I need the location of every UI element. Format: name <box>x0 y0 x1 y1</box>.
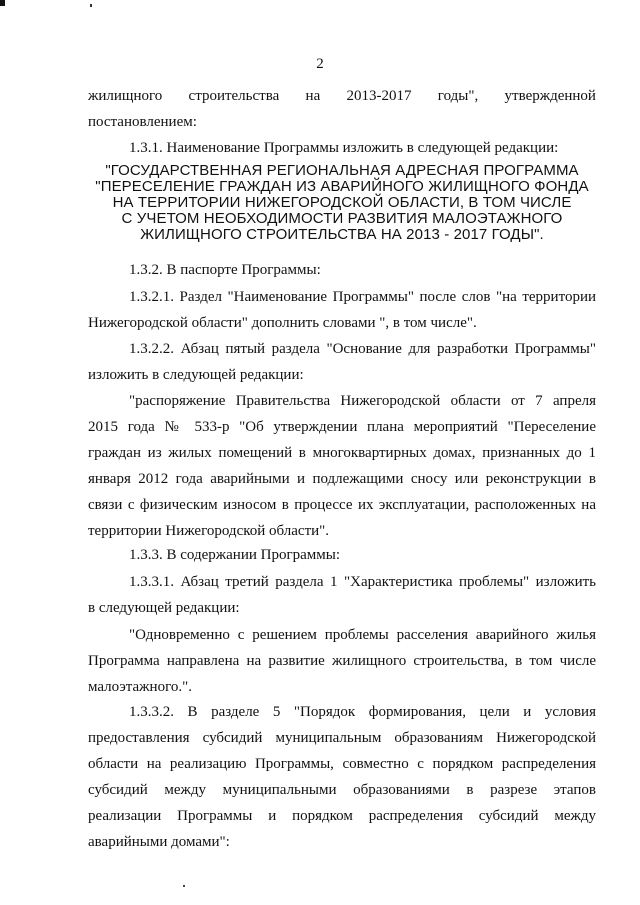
line: связи с физическим износом в процессе их эксплуатации, расположенных на <box>88 497 596 513</box>
line: постановлением: <box>88 114 197 130</box>
line: граждан из жилых помещений в многоквартирных домах, признанных до 1 <box>88 445 596 461</box>
line: территории Нижегородской области". <box>88 523 330 539</box>
title-line: НА ТЕРРИТОРИИ НИЖЕГОРОДСКОЙ ОБЛАСТИ, В ТОМ ЧИСЛЕ <box>112 194 572 211</box>
title-line: "ПЕРЕСЕЛЕНИЕ ГРАЖДАН ИЗ АВАРИЙНОГО ЖИЛИЩНОГО ФОНДА <box>95 178 589 195</box>
line: января 2012 года аварийными и подлежащими сносу или реконструкции в <box>88 471 596 487</box>
paragraph-1-3-3-1 <box>88 569 596 621</box>
paragraph-continuation <box>88 83 596 135</box>
quoted-paragraph-decree <box>88 388 596 544</box>
title-line: С УЧЕТОМ НЕОБХОДИМОСТИ РАЗВИТИЯ МАЛОЭТАЖНОГО <box>121 210 563 227</box>
paragraph-1-3-2: 1.3.2. В паспорте Программы: <box>129 262 321 278</box>
line: 1.3.3.1. Абзац третий раздела 1 "Характеристика проблемы" изложить <box>129 574 596 590</box>
line: в следующей редакции: <box>88 600 240 616</box>
word: годы", <box>437 88 479 104</box>
line: 2015 года № 533-р "Об утверждении плана мероприятий "Переселение <box>88 419 596 435</box>
line: малоэтажного.". <box>88 679 192 695</box>
line: области на реализацию Программы, совместно с порядком распределения <box>88 756 596 772</box>
title-line: ЖИЛИЩНОГО СТРОИТЕЛЬСТВА НА 2013 - 2017 ГОДЫ". <box>140 226 544 243</box>
paragraph-1-3-3: 1.3.3. В содержании Программы: <box>129 547 340 563</box>
line: "распоряжение Правительства Нижегородской области от 7 апреля <box>129 393 596 409</box>
scan-speck <box>183 885 185 887</box>
word: на <box>305 88 321 104</box>
line: 1.3.2.2. Абзац пятый раздела "Основание для разработки Программы" <box>129 341 596 357</box>
word: жилищного <box>88 88 163 104</box>
line: аварийными домами": <box>88 834 230 850</box>
program-title <box>88 163 596 243</box>
title-line: "ГОСУДАРСТВЕННАЯ РЕГИОНАЛЬНАЯ АДРЕСНАЯ ПРОГРАММА <box>105 162 579 179</box>
paragraph-1-3-3-2 <box>88 699 596 855</box>
line: субсидий между муниципальными образованиями в разрезе этапов <box>88 782 596 798</box>
line: 1.3.3.2. В разделе 5 "Порядок формирования, цели и условия <box>129 704 596 720</box>
word: 2013-2017 <box>346 88 412 104</box>
paragraph-1-3-1: 1.3.1. Наименование Программы изложить в следующей редакции: <box>129 140 559 156</box>
line: предоставления субсидий муниципальным образованиям Нижегородской <box>88 730 596 746</box>
line: "Одновременно с решением проблемы расселения аварийного жилья <box>129 627 596 643</box>
scan-mark <box>0 0 5 6</box>
line: 1.3.2.1. Раздел "Наименование Программы" после слов "на территории <box>129 289 596 305</box>
word: утвержденной <box>504 88 596 104</box>
paragraph-1-3-2-2 <box>88 336 596 388</box>
scan-speck <box>90 4 92 7</box>
word: строительства <box>188 88 280 104</box>
line: изложить в следующей редакции: <box>88 367 304 383</box>
page-number: 2 <box>316 56 324 72</box>
paragraph-1-3-2-1 <box>88 284 596 336</box>
line: реализации Программы и порядком распределения субсидий между <box>88 808 596 824</box>
line: Программа направлена на развитие жилищного строительства, в том числе <box>88 653 596 669</box>
line: Нижегородской области" дополнить словами ", в том числе". <box>88 315 477 331</box>
quoted-paragraph-program <box>88 622 596 700</box>
